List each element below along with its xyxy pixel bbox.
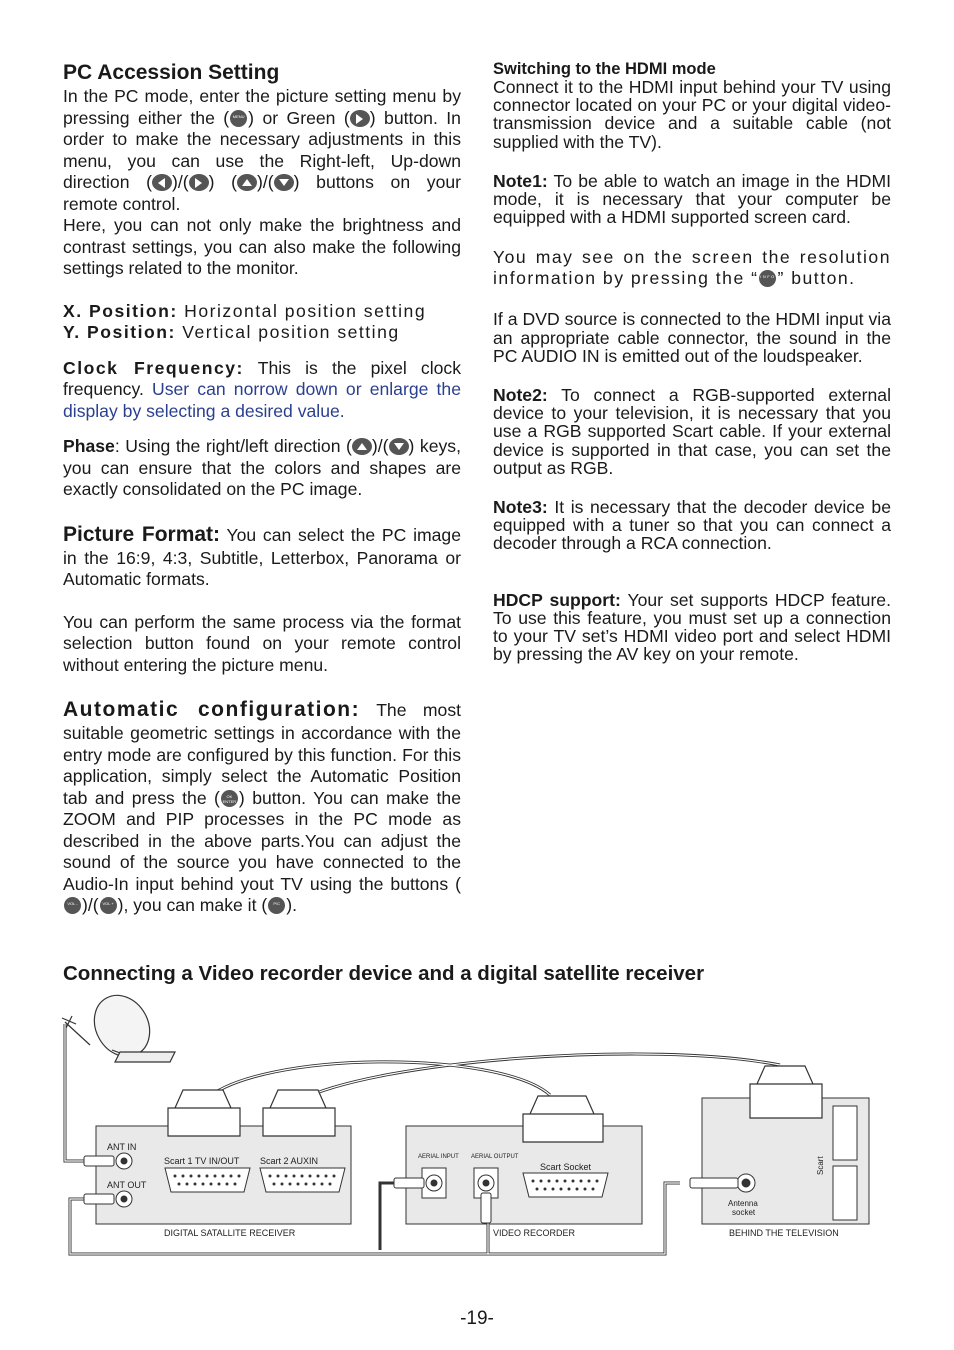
clock-frequency-label: Clock Frequency: <box>63 357 244 378</box>
antenna-socket-label-2: socket <box>732 1208 756 1217</box>
scart-port-1 <box>165 1168 250 1192</box>
resolution-text-b: ” button. <box>777 268 856 289</box>
hdcp-label: HDCP support: <box>493 589 621 610</box>
auto-config-text-e: ). <box>286 895 297 915</box>
page-number: -19- <box>460 1308 494 1329</box>
vcr-label: VIDEO RECORDER <box>493 1228 576 1238</box>
clock-frequency-text: This is the pixel clock frequency. <box>63 357 461 399</box>
y-position-label: Y. Position: <box>63 322 176 342</box>
pc-text-e: ) ( <box>208 172 238 192</box>
hdmi-title: Switching to the HDMI mode <box>493 60 716 78</box>
dvd-paragraph: If a DVD source is connected to the HDMI input via an appropriate cable connector, the sound in the PC AUDIO IN is emitted out of the loudspeaker. <box>493 309 891 366</box>
menu-button-label: MENU <box>232 113 245 119</box>
ant-out-label: ANT OUT <box>107 1180 147 1190</box>
auto-config-text-c: )/( <box>82 895 99 915</box>
pc-text-d: )/( <box>172 172 189 192</box>
format-button-paragraph: You can perform the same process via the format selection button found on your remote control without entering the picture menu. <box>63 611 461 675</box>
tv-label: BEHIND THE TELEVISION <box>729 1228 839 1238</box>
ok-button-label: OK ENTER <box>222 793 237 804</box>
vol-minus-label: VOL - <box>67 901 78 906</box>
scart-socket-label: Scart Socket <box>540 1162 592 1172</box>
hdmi-paragraph: Connect it to the HDMI input behind your TV using connector located on your PC or your digital video-transmission device and a suitable cable (not supplied with the TV). <box>493 77 891 152</box>
scart-port-2 <box>260 1168 345 1192</box>
scart2-label: Scart 2 AUXIN <box>260 1156 319 1166</box>
pc-text-b: ) or Green ( <box>248 107 350 128</box>
vol-plus-label: VOL + <box>102 901 114 906</box>
scart1-label: Scart 1 TV IN/OUT <box>164 1156 240 1166</box>
aerial-input-label: AERIAL INPUT <box>418 1154 459 1160</box>
auto-config-title: Automatic configuration: <box>63 698 361 721</box>
phase-text-b: )/( <box>371 436 389 456</box>
pc-text-c: ) button. In order to make the necessary adjustments in this menu, you can use the Right-left, Up-down direction ( <box>63 107 461 192</box>
phase-text-c: ) keys, you can ensure that the colors and shapes are exactly consolidated on the PC image. <box>63 436 461 499</box>
aerial-input-connector <box>422 1168 446 1198</box>
satellite-dish-icon <box>62 985 175 1066</box>
pc-text-g: ) buttons on your remote control. <box>63 172 462 214</box>
y-position-text: Vertical position setting <box>175 322 400 342</box>
ant-in-label: ANT IN <box>107 1142 137 1152</box>
auto-config-text-d: ), you can make it ( <box>117 895 268 915</box>
picture-format-title: Picture Format: <box>63 522 221 546</box>
x-position-text: Horizontal position setting <box>177 300 427 321</box>
vcr-scart-port <box>523 1173 608 1197</box>
pip-button-label: P/C <box>273 901 281 906</box>
note1-text: To be able to watch an image in the HDMI mode, it is necessary that your computer be equipped with a HDMI supported screen card. <box>493 170 891 228</box>
clock-frequency-note: User can norrow down or enlarge the display by selecting a desired value. <box>63 379 461 421</box>
phase-text-a: : Using the right/left direction ( <box>114 436 352 456</box>
note2-label: Note2: <box>493 385 548 406</box>
note3-text: It is necessary that the decoder device be equipped with a tuner so that you can connect a decoder through a RCA connection. <box>493 497 891 554</box>
connection-section-title: Connecting a Video recorder device and a digital satellite receiver <box>63 962 705 985</box>
tv-scart-label: Scart <box>816 1156 825 1175</box>
ant-out-connector <box>116 1191 132 1207</box>
x-position-label: X. Position: <box>63 300 178 321</box>
note2-text: To connect a RGB-supported external device to your television, it is necessary that you use a RGB supported Scart cable. If your external device is supported in that case, you can set the output as RGB. <box>493 385 891 478</box>
aerial-output-label: AERIAL OUTPUT <box>471 1154 519 1160</box>
antenna-socket-label-1: Antenna <box>728 1199 758 1208</box>
note3-label: Note3: <box>493 497 548 518</box>
phase-label: Phase <box>63 436 115 456</box>
receiver-label: DIGITAL SATALLITE RECEIVER <box>164 1228 296 1238</box>
picture-format-text: You can select the PC image in the 16:9, 4:3, Subtitle, Letterbox, Panorama or Automatic formats. <box>63 524 461 589</box>
pc-text-a: In the PC mode, enter the picture setting menu by pressing either the ( <box>63 86 461 128</box>
pc-accession-title: PC Accession Setting <box>63 61 280 84</box>
tv-antenna-socket <box>737 1174 755 1192</box>
pc-text-f: )/( <box>257 172 274 192</box>
note1-label: Note1: <box>493 170 548 191</box>
auto-config-text-a: The most suitable geometric settings in accordance with the entry mode are configured by this function. For this application, simply select the Automatic Position tab and press the ( <box>63 700 461 808</box>
resolution-text-a: You may see on the screen the resolution information by pressing the “ <box>493 247 891 289</box>
pc-settings-paragraph: Here, you can not only make the brightness and contrast settings, you can also make the following settings related to the monitor. <box>63 215 461 278</box>
hdcp-text: Your set supports HDCP feature. To use this feature, you must set up a connection to your TV set’s HDMI video port and select HDMI by pressing the AV key on your remote. <box>493 589 891 665</box>
auto-config-text-b: ) button. You can make the ZOOM and PIP processes in the PC mode as described in the above parts.You can adjust the sound of the source you have connected to the Audio-In input behind yout TV using the buttons ( <box>63 787 461 894</box>
ant-in-connector <box>116 1153 132 1169</box>
info-button-label: INFO <box>760 274 776 280</box>
